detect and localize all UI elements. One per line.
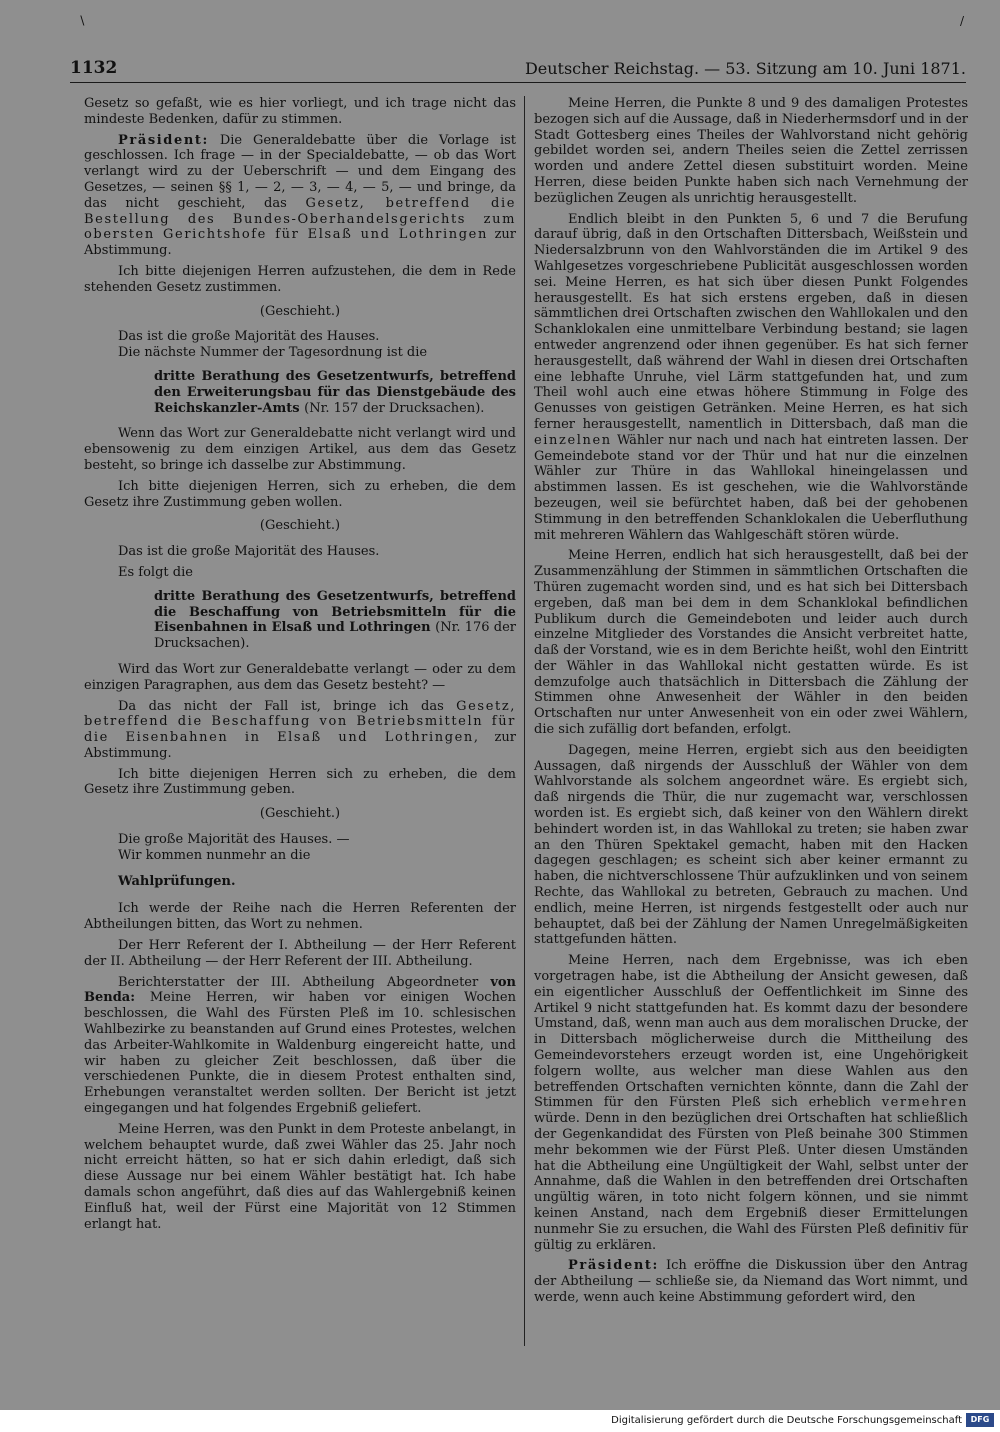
paragraph: Gesetz so gefaßt, wie es hier vorliegt, und ich trage nicht das mindeste Bedenken, dafür zu stimmen. (84, 96, 516, 127)
page-header (70, 56, 966, 83)
paragraph (534, 212, 968, 544)
paragraph: Meine Herren, endlich hat sich herausgestellt, daß bei der Zusammenzählung der Stimmen in sämmtlichen Ortschaften die Thüren zugemacht worden sind, und es hat sich bei Dittersbach ergeben, daß man bei dem in dem Schanklokal befindlichen Publikum durch die Gemeindeboten und leider auch durch einzelne Mitglieder des Vorstandes die Ansicht verbreitet hatte, daß der Vorstand, wie es in dem Berichte heißt, wohl den Eintritt der Wähler in das Wahllokal nicht gestatten würde. Es ist demzufolge auch thatsächlich in Dittersbach die Zählung der Stimmen ohne Anwesenheit der Wähler in den beiden Ortschaften nur unter Anwesenheit von ein oder zwei Wählern, die sich zufällig dort befanden, erfolgt. (534, 548, 968, 738)
stage-note: (Geschieht.) (259, 806, 341, 822)
bill-title: Gesetz, betreffend die Beschaffung von Betriebsmitteln für die Eisenbahnen in Elsaß und Lothringen, (84, 698, 517, 746)
paragraph: Dagegen, meine Herren, ergiebt sich aus den beeidigten Aussagen, daß nirgends der Ausschluß der Wähler von dem Wahlvorstande als solchem angeordnet wäre. Es ergiebt sich, daß nirgends die Thür, die nur zugemacht war, verschlossen worden ist. Es ergiebt sich, daß keiner von den Wählern direkt behindert worden ist, in das Wahllokal zu treten; sie haben zwar an den Thüren Spektakel gemacht, haben mit den Hacken dagegen geschlagen; es scheint sich aber keiner ermannt zu haben, die nichtverschlossene Thür aufzuklinken und von seinem Rechte, das Wahllokal zu betreten, Gebrauch zu machen. Und endlich, meine Herren, ist nirgends festgestellt oder auch nur behauptet, daß bei der Zählung der Namen Unregelmäßigkeiten stattgefunden hätten. (534, 742, 968, 948)
speaker-name: Präsident: (118, 132, 209, 148)
paragraph: Wir kommen nunmehr an die (118, 847, 311, 863)
emphasis: vermehren (881, 1095, 969, 1111)
paragraph (84, 699, 516, 762)
paragraph: Ich bitte diejenigen Herren aufzustehen, die dem in Rede stehenden Gesetz zustimmen. (84, 263, 516, 295)
paragraph-text: Berichterstatter der III. Abtheilung Abgeordneter (118, 974, 479, 990)
paragraph: Ich bitte diejenigen Herren, sich zu erheben, die dem Gesetz ihre Zustimmung geben wollen. (84, 478, 516, 510)
running-head: Deutscher Reichstag. — 53. Sitzung am 10. Juni 1871. (524, 59, 966, 78)
stage-note: (Geschieht.) (259, 518, 341, 534)
agenda-reference: (Nr. 157 der Drucksachen). (304, 400, 485, 416)
emphasis: einzelnen (534, 432, 612, 448)
footer-credit: Digitalisierung gefördert durch die Deutsche Forschungsgemeinschaft (611, 1415, 962, 1426)
paragraph: Der Herr Referent der I. Abtheilung — der Herr Referent der II. Abtheilung — der Herr Referent der III. Abtheilung. (84, 938, 516, 969)
paragraph: Ich werde der Reihe nach die Herren Referenten der Abtheilungen bitten, das Wort zu nehmen. (84, 901, 516, 933)
speaker-name: von Benda: (84, 974, 516, 1006)
agenda-reference: (Nr. 176 der Drucksachen). (154, 620, 516, 652)
paragraph-text: Meine Herren, nach dem Ergebnisse, was ich eben vorgetragen habe, ist die Abtheilung der Ansicht gewesen, daß ein eigentlicher Ausschluß der Oeffentlichkeit im Sinne des Artikel 9 nicht stattgefunden hat. Es kommt dazu der besondere Umstand, daß, wenn man auch aus dem moralischen Drucke, der in Dittersbach möglicherweise durch die Mittheilung des Gemeindevorstehers erzeugt worden ist, eine Ungehörigkeit folgern wollte, aus welcher man diese Wahlen aus den betreffenden Ortschaften vernichten könnte, dann die Zahl der Stimmen für den Fürsten Pleß sich erheblich (534, 953, 968, 1111)
dfg-logo: DFG (966, 1413, 994, 1427)
paragraph: Ich bitte diejenigen Herren sich zu erheben, die dem Gesetz ihre Zustimmung geben. (84, 766, 516, 798)
paragraph-text: zur Abstimmung. (84, 730, 516, 761)
stage-note: (Geschieht.) (259, 303, 341, 319)
left-column (84, 96, 516, 1237)
paragraph: Die nächste Nummer der Tagesordnung ist die (118, 345, 428, 361)
paragraph-text: Meine Herren, wir haben vor einigen Wochen beschlossen, die Wahl des Fürsten Pleß im 10. schlesischen Wahlbezirke zu beanstanden auf Grund eines Protestes, welchen das Arbeiter-Wahlkomite in Waldenburg eingereicht hatte, und wir haben zu gleicher Zeit beschlossen, daß über die verschiedenen Punkte, die in diesem Protest enthalten sind, Erhebungen veranstaltet werden sollten. Der Bericht ist jetzt eingegangen und hat folgendes Ergebniß geliefert. (84, 990, 516, 1117)
bill-title: Gesetz, betreffend die Bestellung des Bundes-Oberhandelsgerichts zum obersten Gerichtshofe für Elsaß und Lothringen (84, 195, 516, 243)
agenda-item (84, 589, 516, 652)
agenda-item (84, 369, 516, 416)
agenda-title: dritte Berathung des Gesetzentwurfs, betreffend die Beschaffung von Betriebsmitteln für die Eisenbahnen in Elsaß und Lothringen (154, 588, 516, 636)
paragraph: Das ist die große Majorität des Hauses. (118, 329, 380, 345)
paragraph-text: Da das nicht der Fall ist, bringe ich das (118, 698, 444, 714)
footer (0, 1410, 1000, 1432)
page-number: 1132 (70, 58, 118, 78)
section-heading: Wahlprüfungen. (118, 873, 236, 889)
paragraph-text: Ich eröffne die Diskussion über den Antrag der Abtheilung — schließe sie, da Niemand das Wort nimmt, und werde, wenn auch keine Abstimmung gefordert wird, den (534, 1258, 968, 1305)
paragraph: Es folgt die (118, 564, 193, 580)
right-column (534, 96, 968, 1311)
paragraph: Die große Majorität des Hauses. — (118, 832, 350, 848)
paragraph-text: würde. Denn in den bezüglichen drei Ortschaften hat schließlich der Gegenkandidat des Fürsten von Pleß beinahe 300 Stimmen mehr bekommen wie der Fürst Pleß. Unter diesen Umständen hat die Abtheilung eine Ungültigkeit der Wahl, selbst unter der Annahme, daß die Wahlen in den betreffenden drei Ortschaften ungültig wären, in toto nicht folgern können, und sie nimmt keinen Anstand, nach dem Ergebniß dieser Ermittelungen nunmehr Sie zu ersuchen, die Wahl des Fürsten Pleß definitiv für gültig zu erklären. (534, 1111, 968, 1253)
paragraph-text: Die Generaldebatte über die Vorlage ist geschlossen. Ich frage — in der Specialdebatte, — ob das Wort verlangt wird zu der Ueberschrift — und dem Eingang des Gesetzes, — seinen §§ 1, — 2, — 3, — 4, — 5, — und bringe, da das nicht geschieht, das (84, 132, 516, 211)
speaker-name: Präsident: (568, 1258, 659, 1274)
paragraph: Meine Herren, was den Punkt in dem Proteste anbelangt, in welchem behauptet wurde, daß zwei Wähler das 25. Jahr noch nicht erreicht hätten, so hat er sich dahin erledigt, daß sich diese Aussage nur bei einem Wähler bestätigt hat. Ich habe damals schon angeführt, daß dies auf das Wahlergebniß keinen Einfluß hat, weil der Fürst eine Majorität von 12 Stimmen erlangt hat. (84, 1121, 516, 1232)
paragraph (84, 975, 516, 1117)
corner-mark-right: / (959, 14, 964, 28)
paragraph: Meine Herren, die Punkte 8 und 9 des damaligen Protestes bezogen sich auf die Aussage, daß in Niederhermsdorf und in der Stadt Gottesberg eines Theiles der Wahlvorstand nicht gehörig gebildet worden sei, andern Theiles seien die Zettel zerrissen worden und andere Zettel diesen substituirt worden. Meine Herren, diese beiden Punkte haben sich nach Vernehmung der bezüglichen Zeugen als unrichtig herausgestellt. (534, 96, 969, 206)
paragraph-text: Endlich bleibt in den Punkten 5, 6 und 7 die Berufung darauf übrig, daß in den Ortschaften Dittersbach, Weißstein und Niedersalzbrunn von den Wahlvorständen die im Artikel 9 des Wahlgesetzes vorgeschriebene Publicität ausgeschlossen worden sei. Meine Herren, es hat sich über diesen Punkt Folgendes herausgestellt. Es hat sich erstens ergeben, daß in diesen sämmtlichen drei Ortschaften zwischen den Wahllokalen und den Schanklokalen eine unmittelbare Verbindung bestand; sie lagen entweder angrenzend oder ihnen gegenüber. Es hat sich ferner herausgestellt, daß während der Wahl in diesen drei Ortschaften eine lebhafte Unruhe, viel Lärm stattgefunden hat, und zum Theil wohl auch eine etwas höhere Stimmung in Folge des Genusses von geistigen Getränken. Meine Herren, es hat sich ferner herausgestellt, namentlich in Dittersbach, daß man die (534, 211, 968, 432)
paragraph (534, 953, 968, 1253)
column-divider (524, 96, 525, 1346)
paragraph-text: zur Abstimmung. (84, 227, 516, 259)
paragraph: Wenn das Wort zur Generaldebatte nicht verlangt wird und ebensowenig zu dem einzigen Artikel, aus dem das Gesetz besteht, so bringe ich dasselbe zur Abstimmung. (84, 426, 516, 473)
agenda-title: dritte Berathung des Gesetzentwurfs, betreffend den Erweiterungsbau für das Dienstgebäude des Reichskanzler-Amts (154, 368, 516, 416)
corner-mark-left: ∖ (78, 14, 86, 28)
paragraph (84, 133, 516, 259)
paragraph (534, 1258, 968, 1305)
paragraph: Wird das Wort zur Generaldebatte verlangt — oder zu dem einzigen Paragraphen, aus dem das Gesetz besteht? — (84, 661, 516, 693)
paragraph: Das ist die große Majorität des Hauses. (118, 544, 380, 560)
paragraph-text: Wähler nur nach und nach hat eintreten lassen. Der Gemeindebote stand vor der Thür und hat nur die einzelnen Wähler zur Thüre in das Wahllokal hineingelassen und abstimmen lassen. Es ist geschehen, wie die Wahlvorstände bezeugen, weil sie befürchtet haben, daß bei der gehobenen Stimmung in den betreffenden Schanklokalen die Ueberfluthung mit mehreren Wählern das Wahlgeschäft stören würde. (534, 432, 968, 543)
